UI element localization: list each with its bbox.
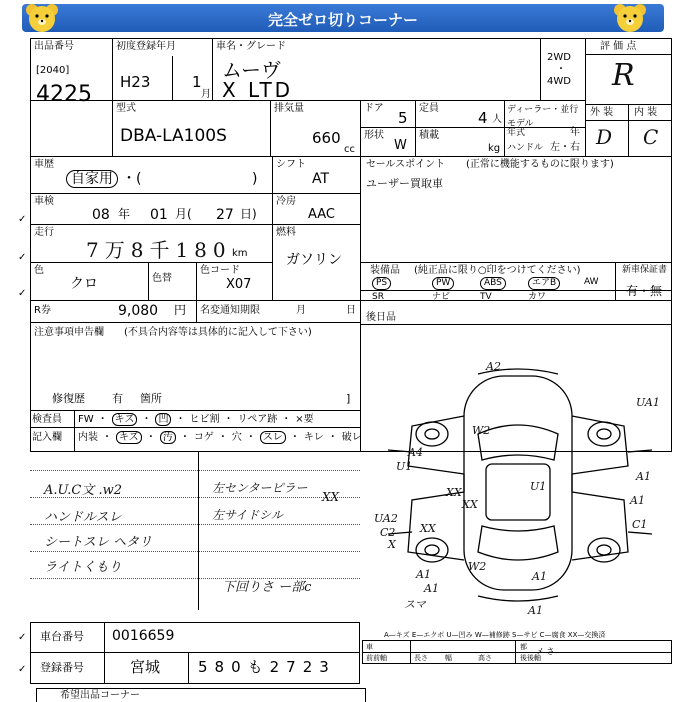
interior-label: 内 装 [634, 107, 658, 118]
damage-mark: A1 [630, 494, 645, 507]
color-code: X07 [226, 277, 252, 292]
equipment-item: ABS [480, 277, 506, 290]
repair-bracket: ] [346, 392, 351, 405]
check-separator: ・ [327, 432, 338, 443]
check-mark: ✓ [18, 214, 27, 225]
lot-label: 出品番号 [34, 41, 74, 52]
note-right-2: 左サイドシル [212, 508, 283, 522]
history-close: ) [252, 171, 258, 187]
check-separator: ・ [223, 414, 234, 425]
check-item: スレ [260, 431, 286, 444]
car-condition-diagram [368, 356, 672, 618]
bear-mascot-icon-left [24, 2, 60, 36]
check-row2-label: 記入欄 [32, 432, 62, 443]
damage-mark: XX [462, 498, 478, 511]
check-separator: ・ [289, 432, 300, 443]
history-label: 車歴 [34, 159, 54, 170]
footer-d: 幅 [445, 654, 452, 662]
lot-sub: [2040] [36, 65, 70, 76]
note-right-3: XX [322, 490, 340, 504]
damage-mark: W2 [472, 424, 491, 437]
check-row2-items [78, 432, 366, 443]
body-shape-value: W [394, 138, 407, 153]
damage-mark: A4 [408, 446, 423, 459]
first-reg-era: H23 [120, 73, 151, 91]
footer-g: 後後軸 [520, 654, 541, 662]
footer-b: 都 [520, 643, 527, 651]
note-left-4: ライトくもり [44, 560, 122, 575]
footer-a: 車 [366, 643, 373, 651]
shift-value: AT [312, 171, 330, 187]
drive-4wd: 4WD [547, 76, 571, 87]
note-right-1: 左センターピラー [212, 481, 308, 495]
legend-text: A—キズ E—エクボ U—凹み W—補修跡 S—サビ C—腐食 XX—交換済 [384, 631, 606, 639]
sales-point-note: (正常に機能するものに限ります) [466, 159, 614, 170]
check-item: コゲ [193, 432, 214, 443]
damage-mark: W2 [468, 560, 487, 573]
car-name: ムーヴ [222, 58, 281, 82]
recycle-value: 9,080 [118, 303, 159, 319]
sales-point-value: ユーザー買取車 [366, 177, 443, 190]
capacity-value: 4 [478, 109, 488, 127]
capacity-unit: 人 [492, 114, 502, 125]
remarks-label: 注意事項申告欄 [34, 327, 104, 338]
check-row1-label: 検査員 [32, 414, 62, 425]
equipment-note: (純正品に限り○印をつけてください) [414, 265, 581, 276]
first-reg-month: 1 [192, 73, 202, 91]
damage-mark: U1 [530, 480, 547, 493]
warranty-value: 有・無 [626, 284, 663, 298]
drive-dot: ・ [556, 64, 566, 75]
check-separator: ・ [141, 414, 152, 425]
check-separator: ・ [175, 414, 186, 425]
fuel-label: 燃料 [276, 227, 296, 238]
inspection-day: 27 [216, 207, 234, 223]
equipment-item: ナビ [432, 292, 451, 302]
plate-number: 580も2723 [198, 658, 336, 676]
inspection-year: 08 [92, 207, 110, 223]
model-year-label: モデル年式 [507, 119, 534, 138]
inspection-year-unit: 年 [118, 207, 131, 221]
equipment-item: TV [480, 292, 492, 302]
equipment-item: PW [432, 277, 454, 290]
check-separator: ・ [145, 432, 156, 443]
damage-mark: UA1 [636, 396, 660, 409]
footer-e: 高さ [478, 654, 492, 662]
late-delivery-label: 後日品 [366, 312, 396, 323]
note-left-1: A.U.C文 .w2 [44, 483, 123, 498]
load-label: 積載 [419, 130, 439, 141]
footer-f: 前前軸 [366, 654, 387, 662]
first-reg-label: 初度登録年月 [116, 41, 176, 52]
model-value: DBA-LA100S [120, 126, 227, 146]
damage-mark: A1 [528, 604, 543, 617]
inspection-month-unit: 月( [175, 207, 192, 221]
color-label: 色 [34, 265, 44, 276]
displacement-label: 排気量 [274, 103, 304, 114]
history-rest: ・( [122, 171, 142, 187]
check-mark: ✓ [18, 252, 27, 263]
plate-region: 宮城 [130, 658, 161, 676]
name-change-month: 月 [296, 305, 306, 316]
car-name-label: 車名・グレード [216, 41, 286, 52]
check-item: 穴 [231, 432, 242, 443]
note-right-4: 下回りさ ー部c [222, 580, 312, 595]
repair-place: 箇所 [140, 392, 162, 405]
ac-value: AAC [308, 207, 335, 222]
inspection-month: 01 [150, 207, 168, 223]
damage-mark: C1 [632, 518, 648, 531]
mileage-label: 走行 [34, 227, 54, 238]
name-change-label: 名変通知期限 [200, 305, 260, 316]
damage-mark: スマ [404, 598, 426, 611]
repair-label: 修復歴 [52, 392, 85, 405]
steering-label: ハンドル [507, 143, 544, 153]
check-item: ヒビ割 [189, 414, 220, 425]
doors-value: 5 [398, 109, 408, 127]
recycle-label: R券 [34, 305, 51, 316]
first-reg-month-unit: 月 [201, 89, 211, 100]
check-separator: ・ [97, 414, 108, 425]
check-item: FW [78, 414, 94, 425]
damage-mark: A1 [416, 568, 431, 581]
name-change-day: 日 [346, 305, 356, 316]
bear-mascot-icon-right [612, 2, 648, 36]
evaluation-score: R [612, 58, 635, 93]
check-mark: ✓ [18, 664, 27, 675]
check-separator: ・ [281, 414, 292, 425]
check-item: キレ [303, 432, 324, 443]
check-item: 凹 [155, 413, 171, 426]
load-unit: kg [488, 143, 501, 154]
interior-score: C [643, 125, 659, 149]
chassis-value: 0016659 [112, 628, 175, 644]
mileage-unit: km [232, 248, 248, 259]
displacement-value: 660 [312, 129, 341, 147]
repair-value: 有 [112, 392, 123, 405]
exterior-score: D [596, 125, 613, 149]
equipment-item: カワ [528, 292, 547, 302]
check-item: ×要 [295, 414, 314, 425]
footer-h: メ さ [536, 647, 555, 656]
damage-mark: U1 [396, 460, 413, 473]
model-year-unit: 年 [570, 127, 580, 138]
inspection-label: 車検 [34, 196, 54, 207]
footer-c: 長さ [414, 654, 428, 662]
history-value: 自家用 [66, 170, 118, 188]
model-label: 型式 [116, 103, 136, 114]
check-separator: ・ [217, 432, 228, 443]
check-item: 破レ [341, 432, 362, 443]
damage-mark: A1 [424, 582, 439, 595]
color-change-label: 色替 [152, 273, 172, 284]
ac-label: 冷房 [276, 196, 296, 207]
displacement-unit: cc [344, 144, 355, 155]
shift-label: シフト [276, 159, 306, 170]
check-mark: ✓ [18, 288, 27, 299]
damage-mark: UA2 [374, 512, 398, 525]
check-item: 内装 [78, 432, 98, 443]
check-item: キズ [112, 413, 138, 426]
check-item: キズ [116, 431, 142, 444]
note-left-3: シートスレ ヘタリ [44, 535, 153, 550]
bottom-label: 希望出品コーナー [60, 690, 140, 701]
equipment-item: AW [584, 277, 599, 287]
plate-label: 登録番号 [40, 661, 84, 674]
capacity-label: 定員 [419, 103, 439, 114]
exterior-label: 外 装 [590, 107, 614, 118]
check-item: リペア跡 [237, 414, 278, 425]
damage-mark: XX [420, 522, 436, 535]
check-row1-items [78, 414, 318, 425]
equipment-item: エアB [528, 277, 560, 290]
inspection-day-unit: 日) [240, 207, 257, 221]
lot-number: 4225 [36, 82, 92, 107]
equipment-item: SR [372, 292, 384, 302]
fuel-value: ガソリン [286, 252, 342, 268]
damage-mark: XX [446, 486, 462, 499]
warranty-label: 新車保証書 [622, 265, 668, 275]
color-value: クロ [70, 276, 98, 292]
car-grade: X LTD [222, 78, 294, 102]
chassis-label: 車台番号 [40, 630, 84, 643]
body-shape-label: 形状 [364, 130, 384, 141]
check-separator: ・ [179, 432, 190, 443]
remarks-note: (不具合内容等は具体的に記入して下さい) [124, 327, 312, 338]
check-separator: ・ [245, 432, 256, 443]
check-item: 汚 [160, 431, 176, 444]
sales-point-label: セールスポイント [366, 159, 446, 170]
evaluation-label: 評 価 点 [600, 41, 637, 52]
damage-mark: A2 [486, 360, 501, 373]
note-left-2: ハンドルスレ [44, 510, 122, 525]
mileage-value: 7万8千180 [86, 238, 232, 262]
drive-2wd: 2WD [547, 52, 571, 63]
check-mark: ✓ [18, 632, 27, 643]
recycle-unit: 円 [174, 303, 187, 317]
damage-mark: A1 [636, 470, 651, 483]
check-separator: ・ [102, 432, 112, 443]
damage-mark: X [388, 538, 396, 551]
doors-label: ドア [364, 103, 384, 114]
damage-mark: C2 [380, 526, 396, 539]
steering-value: 左・右 [550, 142, 580, 153]
dealer-label: ディーラー・並行 [507, 105, 579, 115]
equipment-item: PS [372, 277, 391, 290]
header-title: 完全ゼロ切りコーナー [267, 11, 418, 29]
damage-mark: A1 [532, 570, 547, 583]
equipment-label: 装備品 [370, 265, 400, 276]
color-code-label: 色コード [200, 265, 240, 276]
